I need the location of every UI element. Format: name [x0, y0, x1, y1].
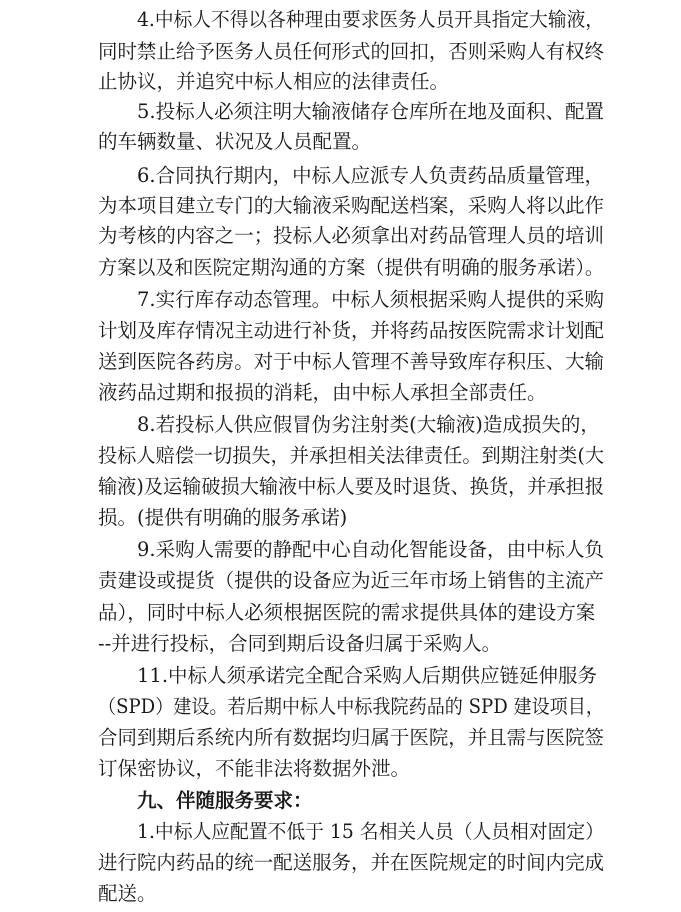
- line-text: 为本项目建立专门的大输液采购配送档案，采购人将以此作: [98, 194, 605, 217]
- line-text: 进行院内药品的统一配送服务，并在医院规定的时间内完成: [98, 851, 605, 874]
- text-line: [0, 563, 681, 599]
- line-text: --并进行投标，合同到期后设备归属于采购人。: [98, 632, 502, 655]
- line-text: 合同到期后系统内所有数据均归属于医院，并且需与医院签: [98, 726, 605, 749]
- line-text: （SPD）建设。若后期中标人中标我院药品的 SPD 建设项目，: [98, 695, 604, 718]
- line-text: 止协议，并追究中标人相应的法律责任。: [98, 70, 450, 93]
- line-text: 计划及库存情况主动进行补货，并将药品按医院需求计划配: [98, 319, 605, 342]
- text-line: [0, 751, 681, 787]
- text-line: [0, 2, 681, 38]
- line-text: 品），同时中标人必须根据医院的需求提供具体的建设方案: [98, 601, 596, 624]
- line-text: 方案以及和医院定期沟通的方案（提供有明确的服务承诺）。: [98, 256, 605, 279]
- line-text: 送到医院各药房。对于中标人管理不善导致库存积压、大输: [98, 350, 605, 373]
- line-text: 5.投标人必须注明大输液储存仓库所在地及面积、配置: [137, 100, 605, 123]
- text-line: [0, 250, 681, 286]
- line-text: 11.中标人须承诺完全配合采购人后期供应链延伸服务: [137, 664, 598, 687]
- line-text: 责建设或提货（提供的设备应为近三年市场上销售的主流产: [98, 569, 605, 592]
- line-text: 同时禁止给予医务人员任何形式的回扣，否则采购人有权终: [98, 40, 605, 63]
- text-line: [0, 876, 681, 912]
- line-text: 1.中标人应配置不低于 15 名相关人员（人员相对固定）: [137, 820, 604, 843]
- line-text: 投标人赔偿一切损失，并承担相关法律责任。到期注射类(大: [98, 444, 605, 467]
- text-line: [0, 218, 681, 254]
- line-text: 7.实行库存动态管理。中标人须根据采购人提供的采购: [137, 288, 605, 311]
- line-text: 6.合同执行期内，中标人应派专人负责药品质量管理，: [137, 164, 605, 187]
- line-text: 的车辆数量、状况及人员配置。: [98, 130, 372, 153]
- line-text: 订保密协议，不能非法将数据外泄。: [98, 757, 411, 780]
- line-text: 8.若投标人供应假冒伪劣注射类(大输液)造成损失的，: [137, 413, 600, 436]
- line-text: 4.中标人不得以各种理由要求医务人员开具指定大输液，: [137, 8, 604, 31]
- line-text: 液药品过期和报损的消耗，由中标人承担全部责任。: [98, 381, 547, 404]
- line-text: 9.采购人需要的静配中心自动化智能设备，由中标人负: [137, 538, 605, 561]
- heading-text: 九、伴随服务要求：: [137, 789, 313, 812]
- line-text: 损。(提供有明确的服务承诺): [98, 506, 348, 529]
- text-line: [0, 124, 681, 160]
- line-text: 输液)及运输破损大输液中标人要及时退货、换货，并承担报: [98, 475, 605, 498]
- text-line: [0, 626, 681, 662]
- line-text: 配送。: [98, 882, 157, 905]
- text-line: [0, 500, 681, 536]
- line-text: 为考核的内容之一；投标人必须拿出对药品管理人员的培训: [98, 224, 605, 247]
- text-line: [0, 375, 681, 411]
